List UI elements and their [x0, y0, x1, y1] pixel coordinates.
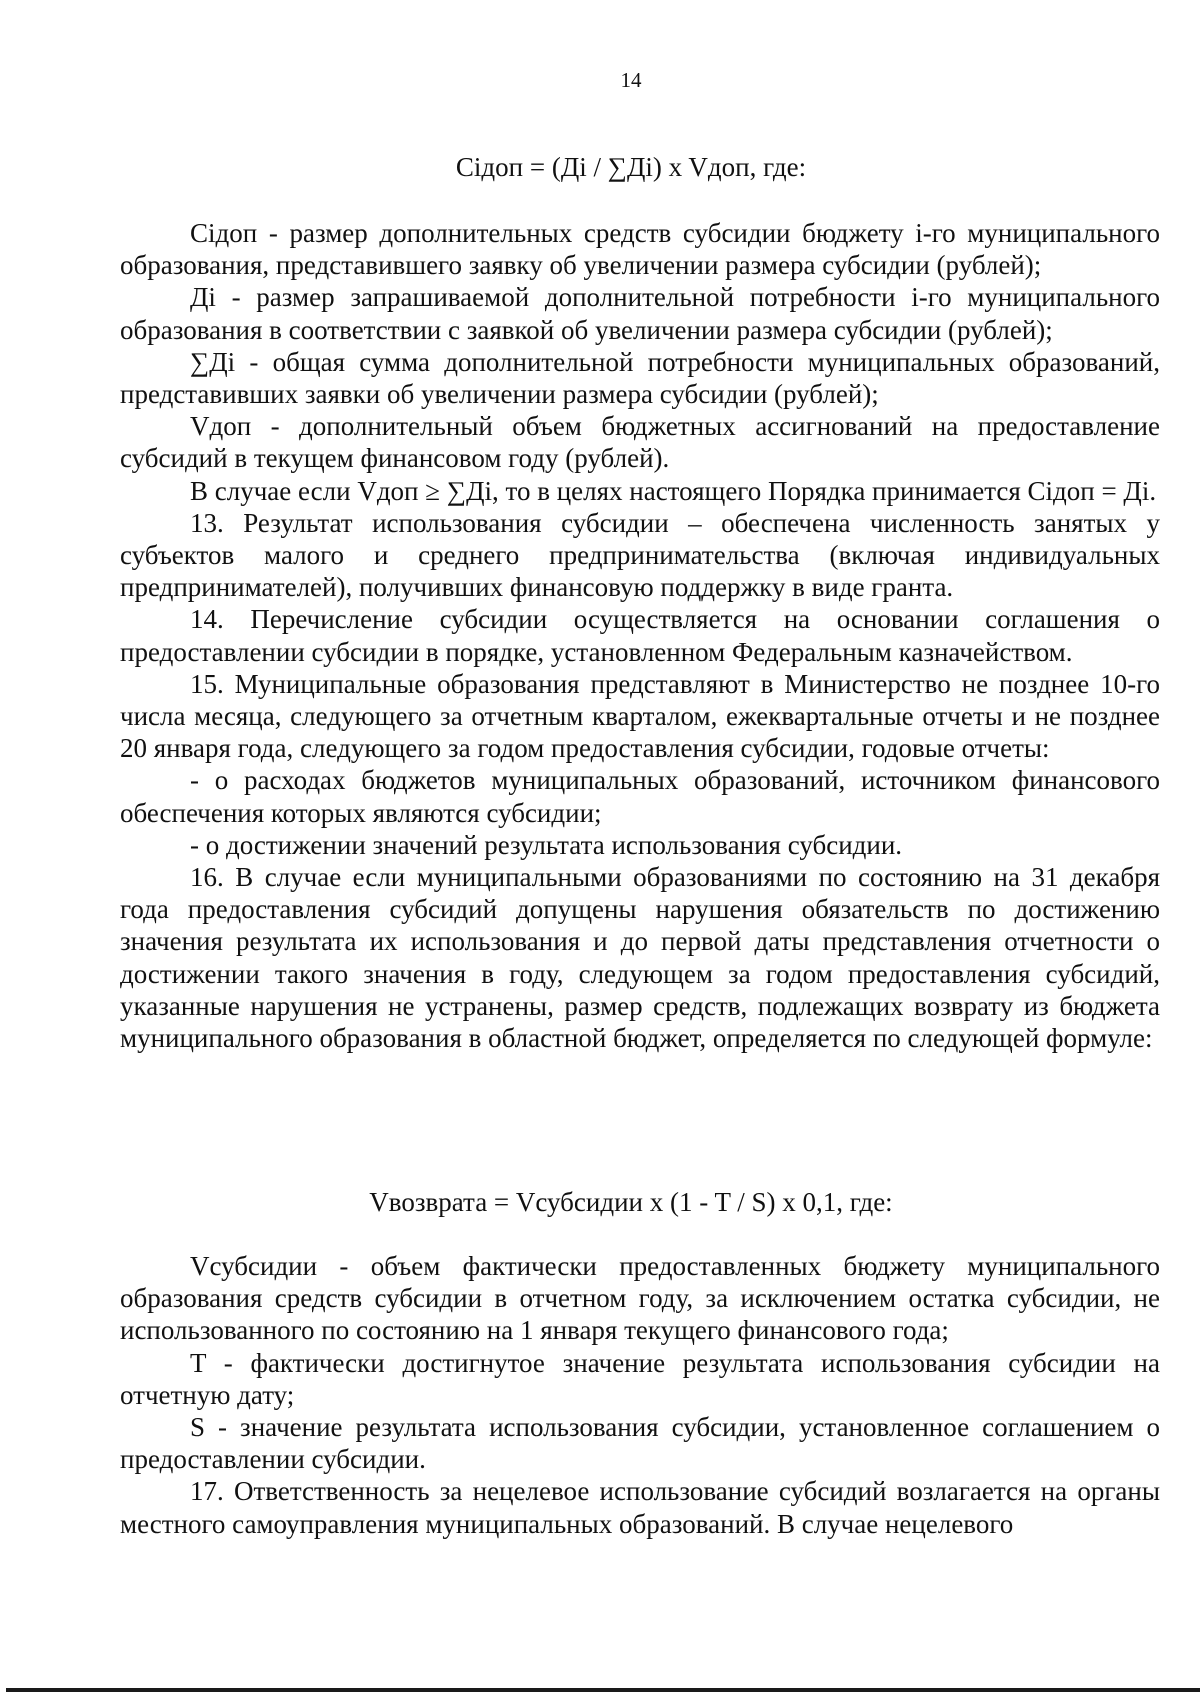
paragraph: Сiдоп - размер дополнительных средств субсидии бюджету i-го муниципального образования, представившего заявку об увеличении размера субсидии (рублей);	[120, 218, 1160, 281]
list-item: - о расходах бюджетов муниципальных образований, источником финансового обеспечения которых являются субсидии;	[120, 765, 1160, 828]
formula-additional-subsidy: Cідоп = (Дi / ∑Дi) x Vдоп, где:	[455, 152, 807, 182]
text-block-upper	[120, 217, 1160, 1054]
paragraph: T - фактически достигнутое значение результата использования субсидии на отчетную дату;	[120, 1347, 1160, 1410]
scan-edge-line	[6, 1688, 1200, 1692]
list-item: - о достижении значений результата использования субсидии.	[190, 829, 903, 860]
page-number: 14	[620, 68, 642, 92]
paragraph: В случае если Vдоп ≥ ∑Дi, то в целях настоящего Порядка принимается Сiдоп = Дi.	[190, 475, 1157, 506]
paragraph-item-17: 17. Ответственность за нецелевое использование субсидий возлагается на органы местного самоуправления муниципальных образований. В случае нецелевого	[120, 1476, 1160, 1539]
paragraph: Дi - размер запрашиваемой дополнительной потребности i-го муниципального образования в соответствии с заявкой об увеличении размера субсидии (рублей);	[120, 282, 1160, 345]
formula-refund: Vвозврата = Vсубсидии x (1 - T / S) x 0,1, где:	[369, 1187, 893, 1217]
paragraph: S - значение результата использования субсидии, установленное соглашением о предоставлении субсидии.	[120, 1412, 1160, 1475]
paragraph-item-16: 16. В случае если муниципальными образованиями по состоянию на 31 декабря года предоставления субсидий допущены нарушения обязательств по достижению значения результата их использования и до первой даты представления отчетности о достижении такого значения в году, следующем за годом предоставления субсидий, указанные нарушения не устранены, размер средств, подлежащих возврату из бюджета муниципального образования в областной бюджет, определяется по следующей формуле:	[120, 862, 1160, 1054]
paragraph: Vдоп - дополнительный объем бюджетных ассигнований на предоставление субсидий в текущем финансовом году (рублей).	[120, 411, 1160, 474]
paragraph: Vсубсидии - объем фактически предоставленных бюджету муниципального образования средств субсидии в отчетном году, за исключением остатка субсидии, не использованного по состоянию на 1 января текущего финансового года;	[120, 1251, 1160, 1346]
paragraph-item-15: 15. Муниципальные образования представляют в Министерство не позднее 10-го числа месяца, следующего за отчетным кварталом, ежеквартальные отчеты и не позднее 20 января года, следующего за годом предоставления субсидии, годовые отчеты:	[120, 668, 1160, 764]
paragraph: ∑Дi - общая сумма дополнительной потребности муниципальных образований, представивших заявки об увеличении размера субсидии (рублей);	[120, 346, 1160, 410]
paragraph-item-14: 14. Перечисление субсидии осуществляется на основании соглашения о предоставлении субсидии в порядке, установленном Федеральным казначейством.	[120, 604, 1160, 667]
text-block-lower	[120, 1250, 1160, 1540]
paragraph-item-13: 13. Результат использования субсидии – обеспечена численность занятых у субъектов малого и среднего предпринимательства (включая индивидуальных предпринимателей), получивших финансовую поддержку в виде гранта.	[120, 507, 1160, 603]
